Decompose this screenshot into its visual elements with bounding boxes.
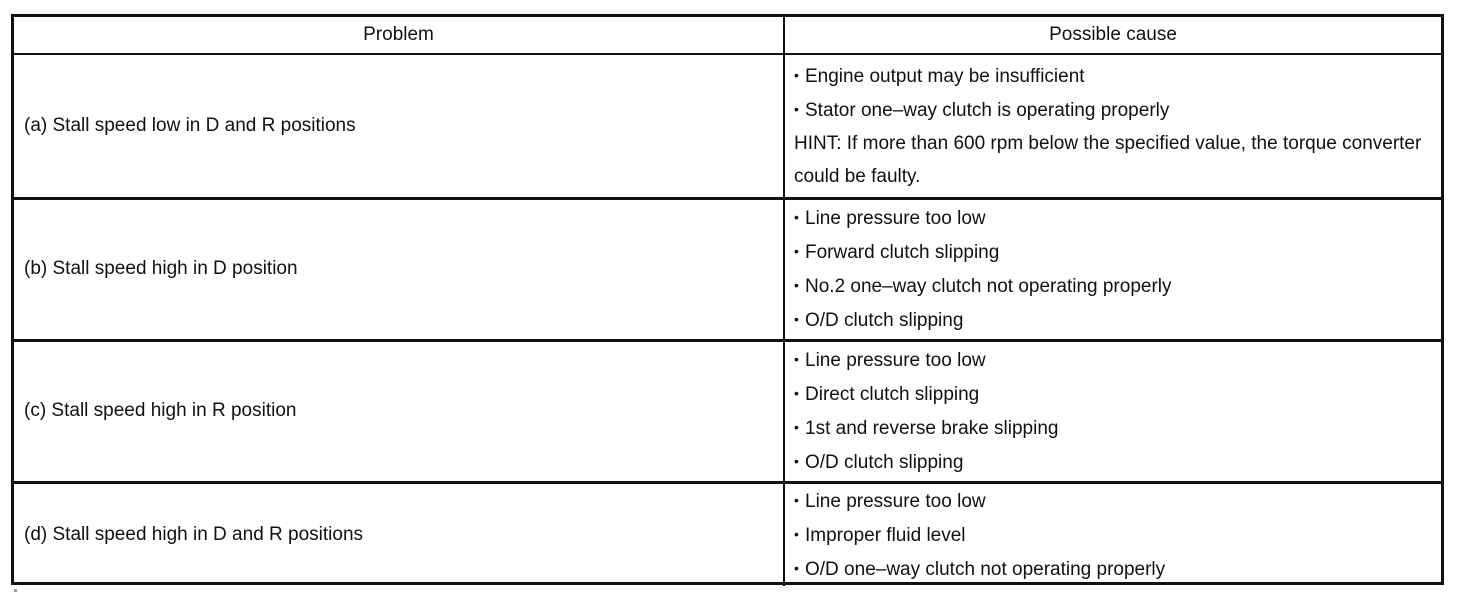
cause-item	[794, 484, 1429, 518]
cause-item	[794, 93, 1429, 127]
table-row	[14, 482, 1441, 586]
stall-test-diagnosis-table	[14, 17, 1441, 586]
cause-item	[794, 343, 1429, 377]
problem-cell: (c) Stall speed high in R position	[14, 340, 784, 482]
diagnosis-table-frame	[11, 14, 1444, 585]
cause-item	[794, 377, 1429, 411]
causes-cell	[784, 340, 1441, 482]
table-row	[14, 340, 1441, 482]
bullet-icon: •	[794, 277, 799, 293]
bullet-icon: •	[794, 385, 799, 401]
cause-text: O/D clutch slipping	[805, 310, 964, 331]
cause-item	[794, 235, 1429, 269]
header-row	[14, 17, 1441, 54]
cause-text: Line pressure too low	[805, 350, 986, 371]
problem-cell: (d) Stall speed high in D and R positions	[14, 482, 784, 586]
bullet-icon: •	[794, 525, 799, 542]
cause-item	[794, 59, 1429, 93]
bullet-icon: •	[794, 491, 799, 508]
cause-text: O/D clutch slipping	[805, 452, 964, 473]
bullet-icon: •	[794, 209, 799, 225]
cause-text: Improper fluid level	[805, 524, 966, 546]
bullet-icon: •	[794, 351, 799, 367]
cause-text: Direct clutch slipping	[805, 384, 980, 405]
table-row	[14, 54, 1441, 198]
bullet-icon: •	[794, 243, 799, 259]
cause-text: Forward clutch slipping	[805, 242, 1000, 263]
cause-item	[794, 552, 1429, 586]
causes-cell	[784, 482, 1441, 586]
hint-text: HINT: If more than 600 rpm below the specified value, the torque converter could be faulty.	[794, 132, 1422, 187]
bullet-icon: •	[794, 559, 799, 576]
cause-item	[794, 269, 1429, 303]
problem-cell: (b) Stall speed high in D position	[14, 198, 784, 340]
header-possible-cause: Possible cause	[784, 17, 1441, 54]
causes-cell	[784, 198, 1441, 340]
cause-item	[794, 303, 1429, 337]
header-problem: Problem	[14, 17, 784, 54]
bullet-icon: •	[794, 453, 799, 469]
cause-item	[794, 518, 1429, 552]
cause-item	[794, 445, 1429, 479]
scan-speck	[14, 589, 17, 592]
cause-text: Stator one–way clutch is operating properly	[805, 99, 1170, 121]
cause-text: Engine output may be insufficient	[805, 65, 1085, 87]
cause-text: No.2 one–way clutch not operating properly	[805, 276, 1172, 297]
cause-text: O/D one–way clutch not operating properly	[805, 558, 1166, 580]
cause-text: Line pressure too low	[805, 490, 986, 512]
problem-cell: (a) Stall speed low in D and R positions	[14, 54, 784, 198]
cause-text: Line pressure too low	[805, 208, 986, 229]
bullet-icon: •	[794, 100, 799, 117]
causes-cell	[784, 54, 1441, 198]
bullet-icon: •	[794, 66, 799, 83]
cause-text: 1st and reverse brake slipping	[805, 418, 1059, 439]
bullet-icon: •	[794, 311, 799, 327]
cause-item	[794, 201, 1429, 235]
table-row	[14, 198, 1441, 340]
cause-item	[794, 411, 1429, 445]
bullet-icon: •	[794, 419, 799, 435]
